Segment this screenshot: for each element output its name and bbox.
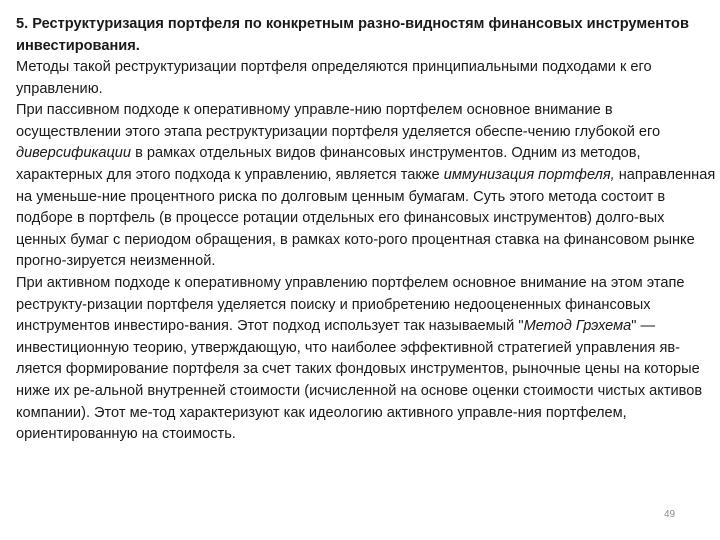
passive-text-3: направленная на уменьше-ние процентного риска по долговым ценным бумагам. Суть этого метода состоит в подборе в портфель (в процессе ротации отдельных его финансовых инструментов) долго-вых ценных бумаг с периодом обращения, в рамках кото-рого процентная ставка на финансовом рынке прогно-зируется неизменной. xyxy=(16,166,716,270)
term-graham-method: Метод Грэхема xyxy=(523,318,632,335)
passive-text-1: При пассивном подходе к оперативному управле-нию портфелем основное внимание в осуществлении этого этапа реструктуризации портфеля уделяется обеспе-чению глубокой его xyxy=(16,102,661,140)
active-approach-paragraph xyxy=(16,273,716,446)
slide-content xyxy=(16,14,716,446)
term-immunization: иммунизация портфеля, xyxy=(443,166,615,183)
passive-text-2: в рамках отдельных видов финансовых инструментов. Одним из методов, характерных для этого подхода к управлению, является также xyxy=(16,145,641,183)
active-text-1: При активном подходе к оперативному управлению портфелем основное внимание на этом этапе реструкту-ризации портфеля уделяется поиску и приобретению недооцененных финансовых инструментов инвестиро-вания. Этот подход использует так называемый " xyxy=(16,274,685,335)
term-diversification: диверсификации xyxy=(16,145,132,162)
intro-paragraph: Методы такой реструктуризации портфеля определяются принципиальными подходами к его управлению. xyxy=(16,59,652,97)
slide-title: 5. Реструктуризация портфеля по конкретным разно-видностям финансовых инструментов инвестирования. xyxy=(16,16,689,54)
page-number: 49 xyxy=(664,509,676,520)
passive-approach-paragraph xyxy=(16,100,716,273)
active-text-2: " — инвестиционную теорию, утверждающую, что наиболее эффективной стратегией управления яв-ляется формирование портфеля за счет таких фондовых инструментов, рыночные цены на которые ниже их ре-альной внутренней стоимости (исчисленной на основе оценки стоимости чистых активов компании). Этот ме-тод характеризуют как идеологию активного управле-ния портфелем, ориентированную на стоимость. xyxy=(16,318,703,443)
